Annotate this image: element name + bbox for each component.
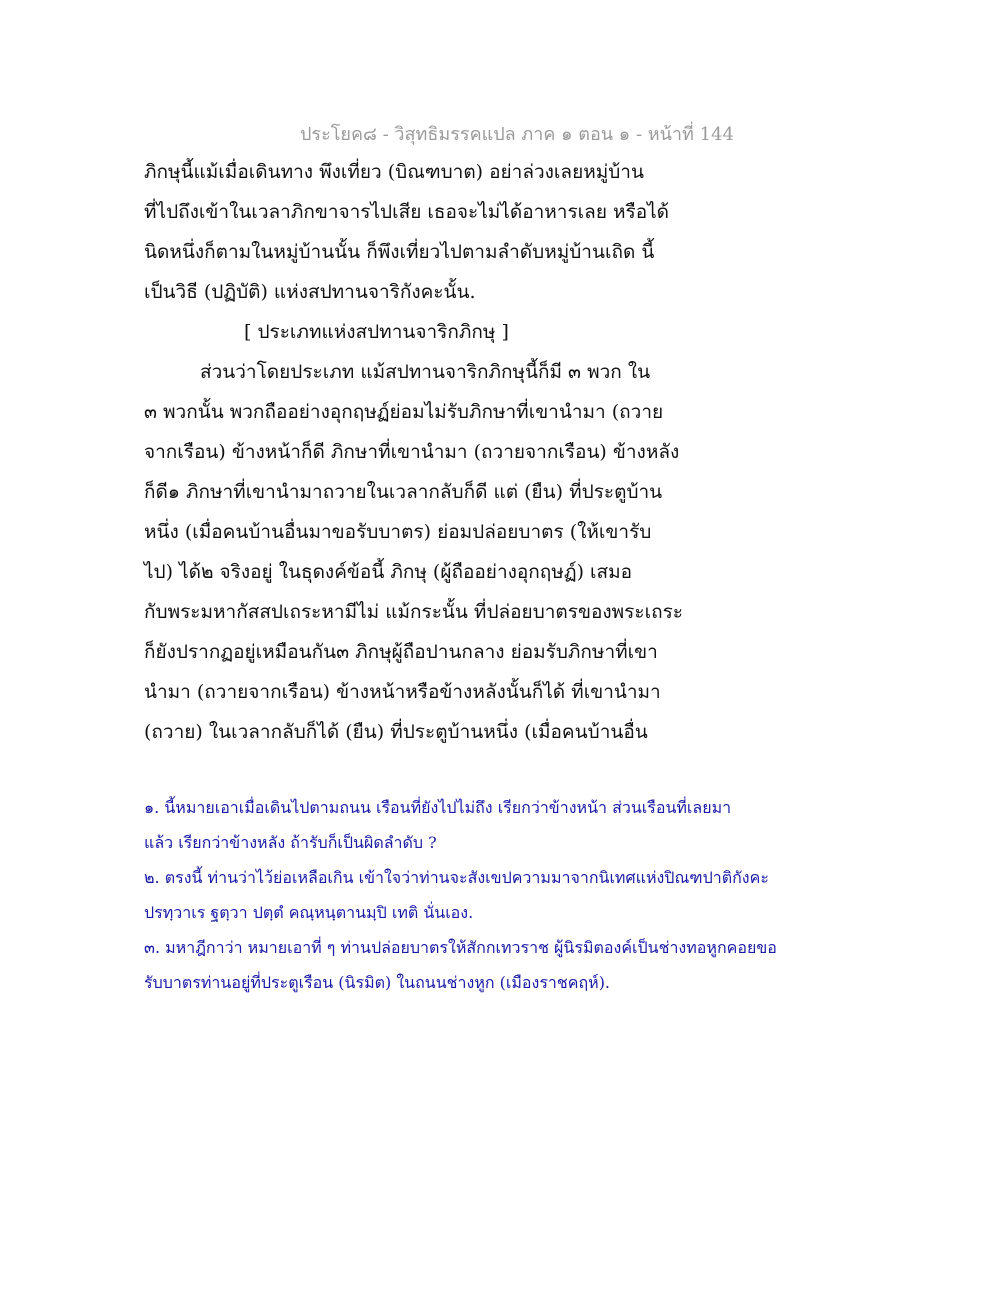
footnote-1-cont: แล้ว เรียกว่าข้างหลัง ถ้ารับก็เป็นผิดลำดับ ? (144, 833, 437, 852)
footnote-3-cont: รับบาตรท่านอยู่ที่ประตูเรือน (นิรมิต) ในถนนช่างหูก (เมืองราชคฤห์). (144, 973, 611, 992)
footnote-2-cont: ปรทฺวาเร ฐตฺวา ปตฺตํ คณฺหนฺตานมฺปิ เทติ นั่นเอง. (144, 903, 474, 922)
body-line: หนึ่ง (เมื่อคนบ้านอื่นมาขอรับบาตร) ย่อมปล่อยบาตร (ให้เขารับ (144, 521, 652, 543)
body-line: ๓ พวกนั้น พวกถืออย่างอุกฤษฏ์ย่อมไม่รับภิกษาที่เขานำมา (ถวาย (144, 401, 664, 423)
body-line: ที่ไปถึงเข้าในเวลาภิกขาจารไปเสีย เธอจะไม่ได้อาหารเลย หรือได้ (144, 201, 670, 223)
footnote-2: ๒. ตรงนี้ ท่านว่าไว้ย่อเหลือเกิน เข้าใจว่าท่านจะสังเขปความมาจากนิเทศแห่งปิณฑปาติกังคะ (144, 868, 769, 887)
footnote-3: ๓. มหาฎีกาว่า หมายเอาที่ ๆ ท่านปล่อยบาตรให้สักกเทวราช ผู้นิรมิตองค์เป็นช่างทอหูกคอยขอ (144, 938, 777, 957)
running-header: ประโยค๘ - วิสุทธิมรรคแปล ภาค ๑ ตอน ๑ - หน้าที่ 144 (300, 124, 734, 145)
body-line: เป็นวิธี (ปฏิบัติ) แห่งสปทานจาริกังคะนั้น. (144, 281, 476, 303)
body-line: นิดหนึ่งก็ตามในหมู่บ้านนั้น ก็พึงเที่ยวไปตามลำดับหมู่บ้านเถิด นี้ (144, 241, 655, 263)
body-line: ก็ยังปรากฏอยู่เหมือนกัน๓ ภิกษุผู้ถือปานกลาง ย่อมรับภิกษาที่เขา (144, 641, 658, 663)
body-line: ไป) ได้๒ จริงอยู่ ในธุดงค์ข้อนี้ ภิกษุ (ผู้ถืออย่างอุกฤษฏ์) เสมอ (144, 561, 633, 583)
footnote-1: ๑. นี้หมายเอาเมื่อเดินไปตามถนน เรือนที่ยังไปไม่ถึง เรียกว่าข้างหน้า ส่วนเรือนที่เลยมา (144, 798, 732, 817)
body-line: ก็ดี๑ ภิกษาที่เขานำมาถวายในเวลากลับก็ดี แต่ (ยืน) ที่ประตูบ้าน (144, 481, 663, 503)
body-line: นำมา (ถวายจากเรือน) ข้างหน้าหรือข้างหลังนั้นก็ได้ ที่เขานำมา (144, 681, 661, 703)
body-line: ภิกษุนี้แม้เมื่อเดินทาง พึงเที่ยว (บิณฑบาต) อย่าล่วงเลยหมู่บ้าน (144, 161, 644, 183)
body-line: กับพระมหากัสสปเถระหามีไม่ แม้กระนั้น ที่ปล่อยบาตรของพระเถระ (144, 601, 683, 623)
body-line: (ถวาย) ในเวลากลับก็ได้ (ยืน) ที่ประตูบ้านหนึ่ง (เมื่อคนบ้านอื่น (144, 721, 648, 743)
section-heading: [ ประเภทแห่งสปทานจาริกภิกษุ ] (244, 321, 509, 343)
body-line: จากเรือน) ข้างหน้าก็ดี ภิกษาที่เขานำมา (ถวายจากเรือน) ข้างหลัง (144, 441, 680, 463)
body-line: ส่วนว่าโดยประเภท แม้สปทานจาริกภิกษุนี้ก็มี ๓ พวก ใน (200, 361, 651, 383)
